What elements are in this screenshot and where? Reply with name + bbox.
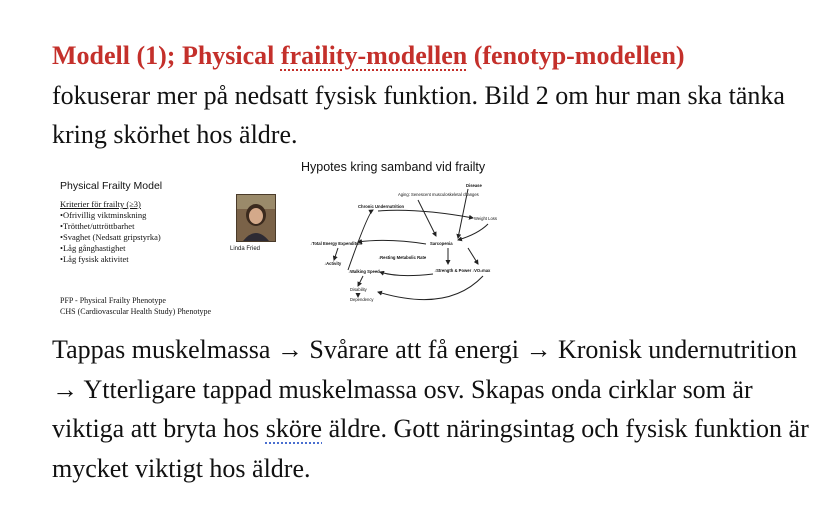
label-chronic: Chronic Undernutrition bbox=[358, 204, 405, 209]
criteria-item: • Trötthet/uttröttbarhet bbox=[60, 221, 161, 232]
label-tee: ↓Total Energy Expenditure bbox=[310, 241, 363, 246]
portrait-photo bbox=[236, 194, 276, 242]
label-activity: ↓Activity bbox=[324, 261, 342, 266]
criteria-heading: Kriterier för frailty (≥3) bbox=[60, 199, 141, 209]
diagram-title: Hypotes kring samband vid frailty bbox=[301, 160, 486, 174]
label-strength: ↓Strength & Power bbox=[434, 268, 472, 273]
body-paragraph bbox=[52, 330, 822, 488]
frailty-cycle-diagram bbox=[308, 178, 518, 313]
criteria-list bbox=[60, 210, 161, 265]
portrait-image bbox=[237, 195, 275, 241]
body-text-1: Tappas muskelmassa → Svårare att få energi → Kronisk undernutrition → Ytterligare tappad muskelmassa osv. Skapas onda cirklar som är viktiga att bryta hos bbox=[52, 335, 798, 443]
criteria-item: • Ofrivillig viktminskning bbox=[60, 210, 161, 221]
label-rmr: ↓Resting Metabolic Rate bbox=[378, 255, 427, 260]
label-vo2: ↓VO₂max bbox=[472, 268, 491, 273]
spellcheck-word-skore: sköre bbox=[265, 414, 323, 443]
body-text-2: äldre. Gott näringsintag och fysisk funktion är mycket viktigt hos äldre. bbox=[52, 414, 809, 483]
slide-title: Physical Frailty Model bbox=[60, 180, 163, 192]
label-disability: Disability bbox=[350, 287, 367, 292]
heading-spellcheck-word: fraility-modellen bbox=[280, 41, 468, 70]
intro-text: fokuserar mer på nedsatt fysisk funktion. Bild 2 om hur man ska tänka kring skörhet hos äldre. bbox=[52, 80, 785, 149]
photo-caption: Linda Fried bbox=[230, 246, 261, 252]
cycle-svg bbox=[308, 178, 518, 313]
slide-left-panel bbox=[58, 180, 298, 325]
criteria-block bbox=[60, 199, 161, 265]
label-walking: ↓Walking Speed bbox=[348, 269, 380, 274]
label-dependency: Dependency bbox=[350, 297, 374, 302]
criteria-item: • Låg gånghastighet bbox=[60, 243, 161, 254]
pfp-line: PFP - Physical Frailty Phenotype bbox=[60, 296, 166, 305]
label-weight-loss: Weight Loss bbox=[474, 216, 497, 221]
criteria-item: • Låg fysisk aktivitet bbox=[60, 254, 161, 265]
phenotype-notes bbox=[60, 295, 211, 317]
heading-part3: (fenotyp-modellen) bbox=[467, 41, 685, 70]
heading-part1: Modell (1); Physical bbox=[52, 41, 281, 70]
label-disease: Disease bbox=[466, 183, 482, 188]
label-aging: Aging: Senescent musculoskeletal changes bbox=[398, 192, 479, 197]
criteria-item: • Svaghet (Nedsatt gripstyrka) bbox=[60, 232, 161, 243]
label-sarcopenia: Sarcopenia bbox=[430, 241, 453, 246]
chs-line: CHS (Cardiovascular Health Study) Phenotype bbox=[60, 307, 212, 316]
intro-paragraph bbox=[52, 36, 812, 155]
